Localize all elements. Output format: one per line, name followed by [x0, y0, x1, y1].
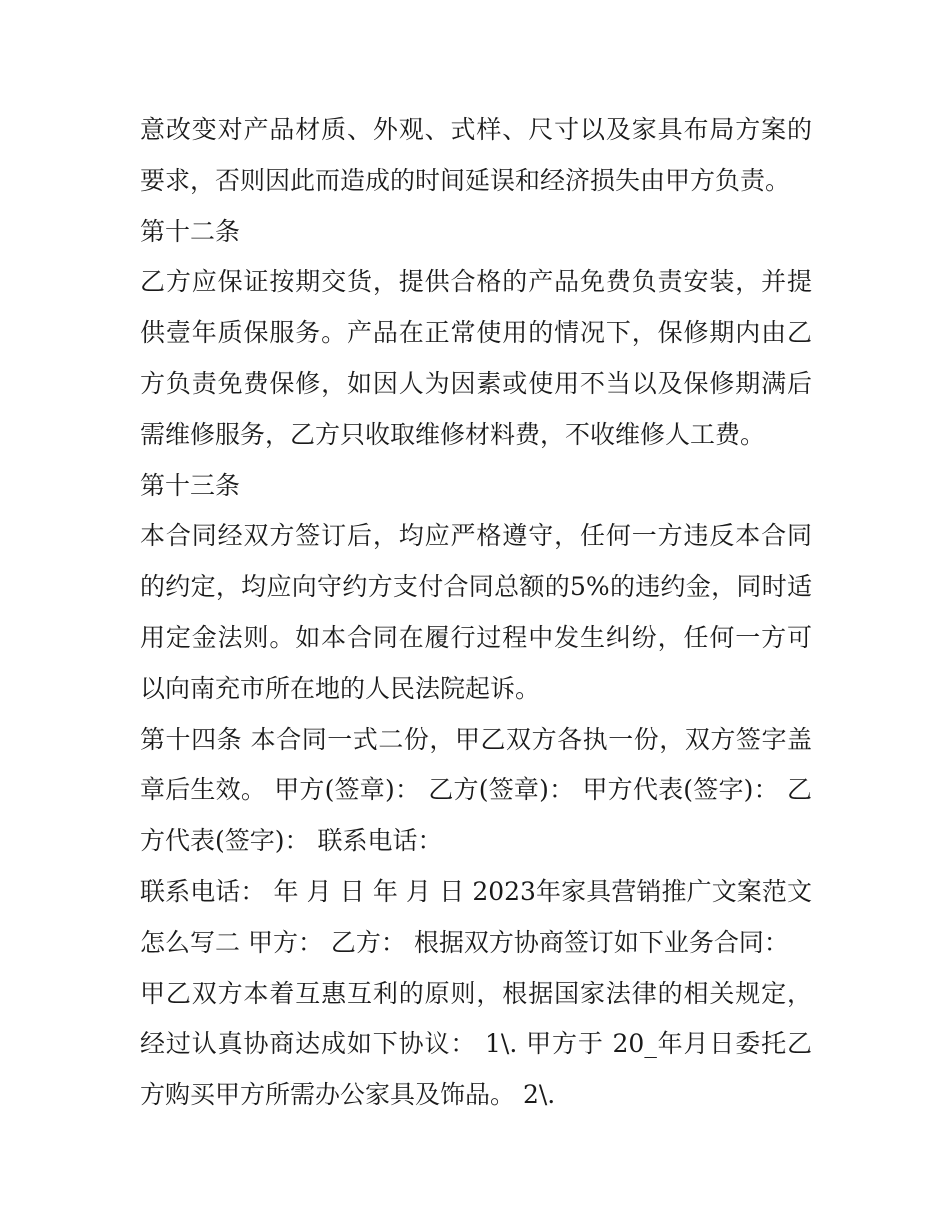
paragraph-continuation: 意改变对产品材质、外观、式样、尺寸以及家具布局方案的要求，否则因此而造成的时间延误和经济损失由甲方负责。 [140, 115, 812, 195]
article-14-paragraph: 第十四条 本合同一式二份，甲乙双方各执一份，双方签字盖章后生效。 甲方(签章)： 乙方(签章)： 甲方代表(签字)： 乙方代表(签字)： 联系电话： [140, 724, 812, 856]
agreement-intro-paragraph: 甲乙双方本着互惠互利的原则，根据国家法律的相关规定，经过认真协商达成如下协议： 1\. 甲方于 20_年月日委托乙方购买甲方所需办公家具及饰品。 2\. [140, 978, 812, 1110]
contact-date-paragraph: 联系电话： 年 月 日 年 月 日 2023年家具营销推广文案范文怎么写二 甲方： 乙方： 根据双方协商签订如下业务合同： [140, 876, 812, 957]
article-13-heading: 第十三条 [140, 470, 241, 500]
article-13-body: 本合同经双方签订后，均应严格遵守，任何一方违反本合同的约定，均应向守约方支付合同总额的5%的违约金，同时适用定金法则。如本合同在履行过程中发生纠纷，任何一方可以向南充市所在地的人民法院起诉。 [140, 521, 812, 703]
article-12-body: 乙方应保证按期交货，提供合格的产品免费负责安装，并提供壹年质保服务。产品在正常使用的情况下，保修期内由乙方负责免费保修，如因人为因素或使用不当以及保修期满后需维修服务，乙方只收取维修材料费，不收维修人工费。 [140, 267, 812, 449]
document-body [140, 105, 812, 1121]
article-12-heading: 第十二条 [140, 216, 241, 246]
